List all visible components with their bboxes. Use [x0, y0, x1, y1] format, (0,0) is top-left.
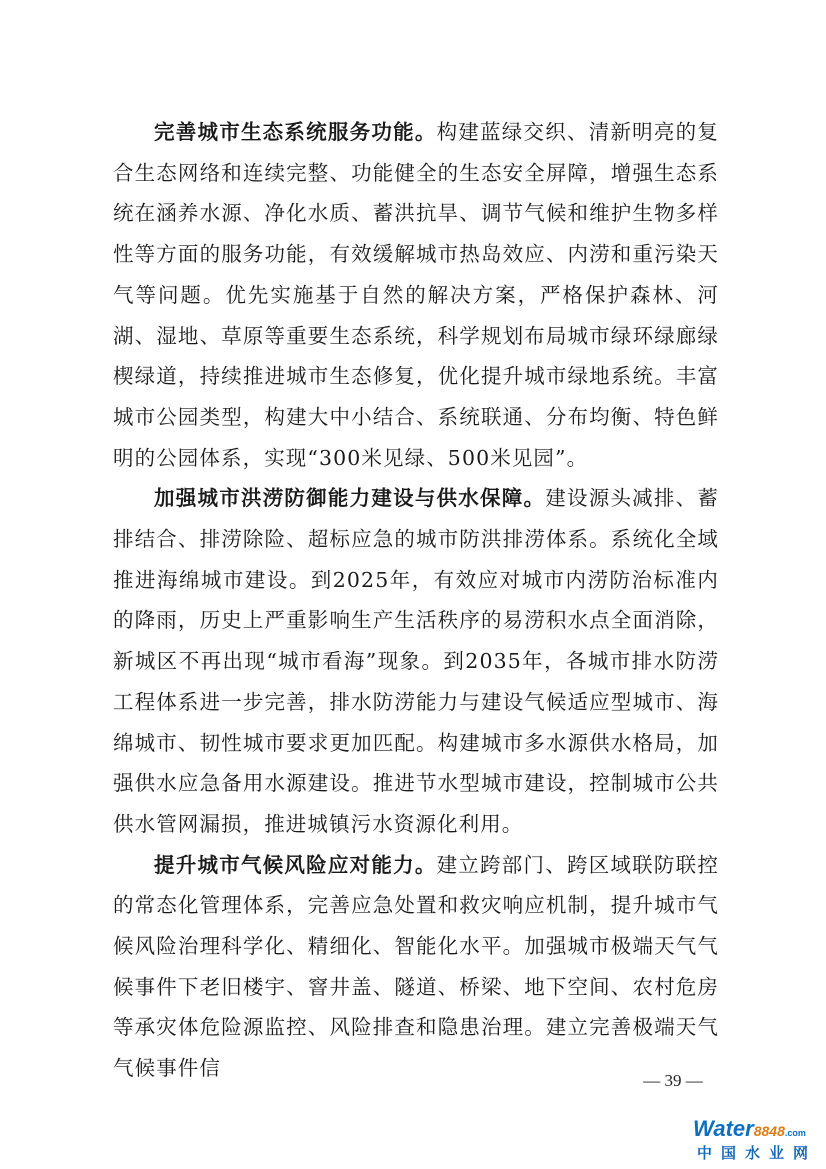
watermark-logo [693, 1117, 821, 1165]
paragraph-flood-defense [113, 478, 719, 844]
watermark-chinese-name: 中国水业网 [697, 1144, 818, 1162]
watermark-brand-water: Water [693, 1116, 754, 1141]
watermark-brand [693, 1117, 806, 1145]
body-text [113, 112, 719, 1089]
paragraph-ecosystem-services [113, 112, 719, 478]
page-number: — 39 — [643, 1071, 703, 1090]
paragraph-body: 建立跨部门、跨区域联防联控的常态化管理体系，完善应急处置和救灾响应机制，提升城市气候风险治理科学化、精细化、智能化水平。加强城市极端天气气候事件下老旧楼宇、窨井盖、隧道、桥梁、地下空间、农村危房等承灾体危险源监控、风险排查和隐患治理。建立完善极端天气气候事件信 [113, 852, 719, 1081]
paragraph-heading: 完善城市生态系统服务功能。 [154, 120, 437, 144]
paragraph-body: 构建蓝绿交织、清新明亮的复合生态网络和连续完整、功能健全的生态安全屏障，增强生态系统在涵养水源、净化水质、蓄洪抗旱、调节气候和维护生物多样性等方面的服务功能，有效缓解城市热岛效应、内涝和重污染天气等问题。优先实施基于自然的解决方案，严格保护森林、河湖、湿地、草原等重要生态系统，科学规划布局城市绿环绿廊绿楔绿道，持续推进城市生态修复，优化提升城市绿地系统。丰富城市公园类型，构建大中小结合、系统联通、分布均衡、特色鲜明的公园体系，实现“300米见绿、500米见园”。 [113, 120, 719, 470]
paragraph-climate-risk [113, 845, 719, 1089]
paragraph-body: 建设源头减排、蓄排结合、排涝除险、超标应急的城市防洪排涝体系。系统化全域推进海绵城市建设。到2025年，有效应对城市内涝防治标准内的降雨，历史上严重影响生产生活秩序的易涝积水点全面消除，新城区不再出现“城市看海”现象。到2035年，各城市排水防涝工程体系进一步完善，排水防涝能力与建设气候适应型城市、海绵城市、韧性城市要求更加匹配。构建城市多水源供水格局，加强供水应急备用水源建设。推进节水型城市建设，控制城市公共供水管网漏损，推进城镇污水资源化利用。 [113, 486, 719, 836]
watermark-brand-number: 8848 [753, 1123, 785, 1139]
paragraph-heading: 提升城市气候风险应对能力。 [154, 852, 437, 877]
watermark-brand-domain: .com [784, 1128, 806, 1138]
paragraph-heading: 加强城市洪涝防御能力建设与供水保障。 [154, 486, 546, 511]
